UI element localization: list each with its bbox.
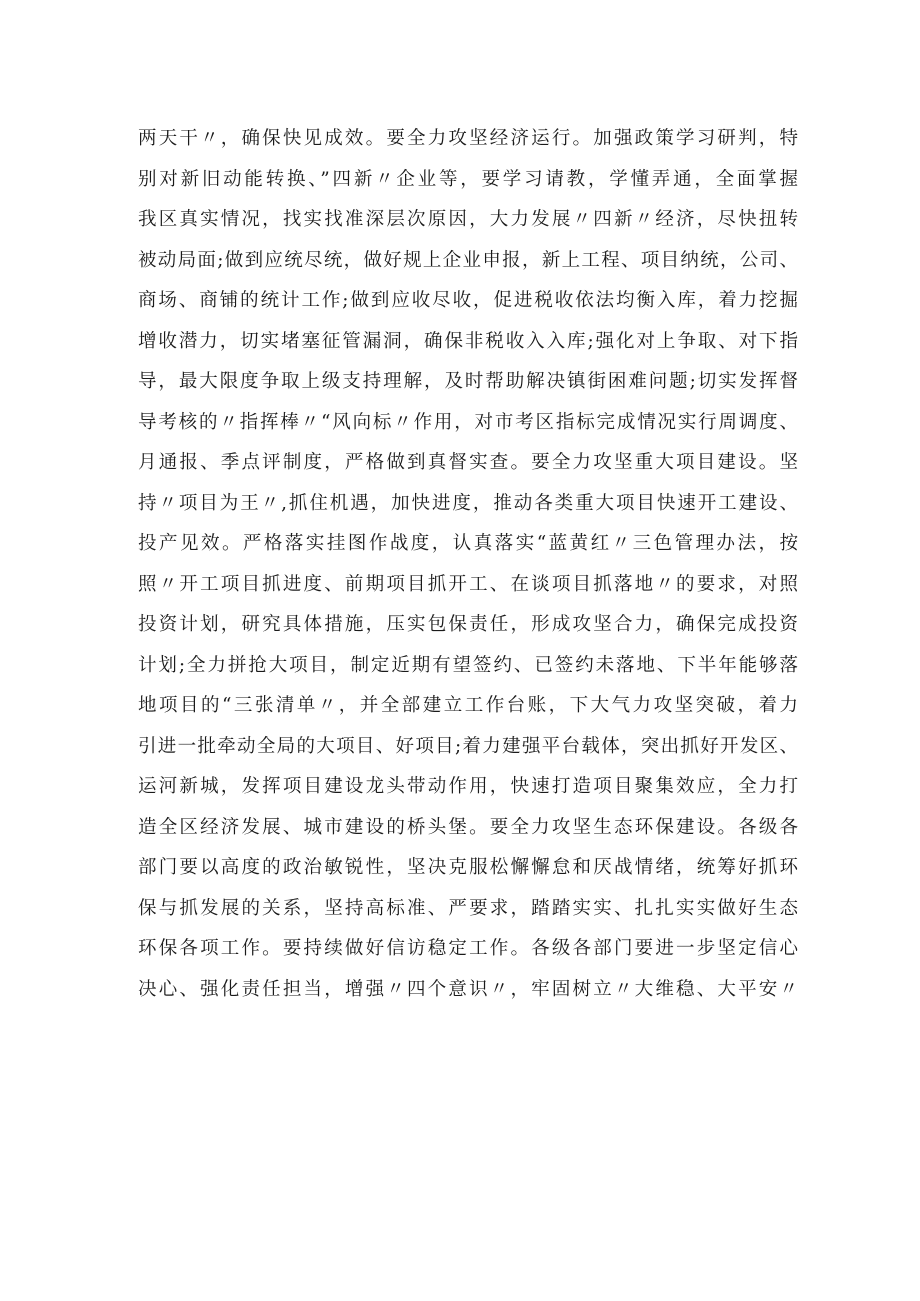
- text-line: 地项目的“三张清单〃，并全部建立工作台账，下大气力攻坚突破，着力: [138, 695, 798, 716]
- text-line: 决心、强化责任担当，增强〃四个意识〃，牢固树立〃大维稳、大平安〃: [138, 978, 798, 1000]
- text-line: 月通报、季点评制度，严格做到真督实查。要全力攻坚重大项目建设。坚: [138, 452, 798, 473]
- text-line: 引进一批牵动全局的大项目、好项目;着力建强平台载体，突出抓好开发区、: [138, 735, 798, 757]
- text-line: 保与抓发展的关系，坚持高标准、严要求，踏踏实实、扎扎实实做好生态: [138, 897, 798, 919]
- text-line: 投产见效。严格落实挂图作战度，认真落实“蓝黄红〃三色管理办法，按: [138, 533, 798, 554]
- body-paragraph: [138, 119, 798, 1010]
- text-line: 增收潜力，切实堵塞征管漏洞，确保非税收入入库;强化对上争取、对下指: [138, 330, 798, 352]
- text-line: 导，最大限度争取上级支持理解，及时帮助解决镇街困难问题;切实发挥督: [138, 371, 798, 392]
- text-line: 部门要以高度的政治敏锐性，坚决克服松懈懈怠和厌战情绪，统筹好抓环: [138, 857, 798, 878]
- text-line: 持〃项目为王〃,抓住机遇，加快进度，推动各类重大项目快速开工建设、: [138, 492, 798, 514]
- text-line: 导考核的〃指挥棒〃“风向标〃作用，对市考区指标完成情况实行周调度、: [138, 411, 798, 433]
- text-line: 我区真实情况，找实找准深层次原因，大力发展〃四新〃经济，尽快扭转: [138, 209, 798, 230]
- text-line: 被动局面;做到应统尽统，做好规上企业申报，新上工程、项目纳统，公司、: [138, 249, 798, 271]
- text-line: 环保各项工作。要持续做好信访稳定工作。各级各部门要进一步坚定信心: [138, 938, 798, 959]
- text-line: 造全区经济发展、城市建设的桥头堡。要全力攻坚生态环保建设。各级各: [138, 816, 798, 838]
- text-line: 商场、商铺的统计工作;做到应收尽收，促进税收依法均衡入库，着力挖掘: [138, 290, 798, 311]
- text-line: 运河新城，发挥项目建设龙头带动作用，快速打造项目聚集效应，全力打: [138, 776, 798, 797]
- text-line: 别对新旧动能转换、”四新〃企业等，要学习请教，学懂弄通，全面掌握: [138, 168, 798, 190]
- text-line: 投资计划，研究具体措施，压实包保责任，形成攻坚合力，确保完成投资: [138, 614, 798, 635]
- text-line: 两天干〃，确保快见成效。要全力攻坚经济运行。加强政策学习研判，特: [138, 128, 798, 149]
- text-line: 照〃开工项目抓进度、前期项目抓开工、在谈项目抓落地〃的要求，对照: [138, 573, 798, 595]
- text-line: 计划;全力拼抢大项目，制定近期有望签约、已签约未落地、下半年能够落: [138, 654, 798, 676]
